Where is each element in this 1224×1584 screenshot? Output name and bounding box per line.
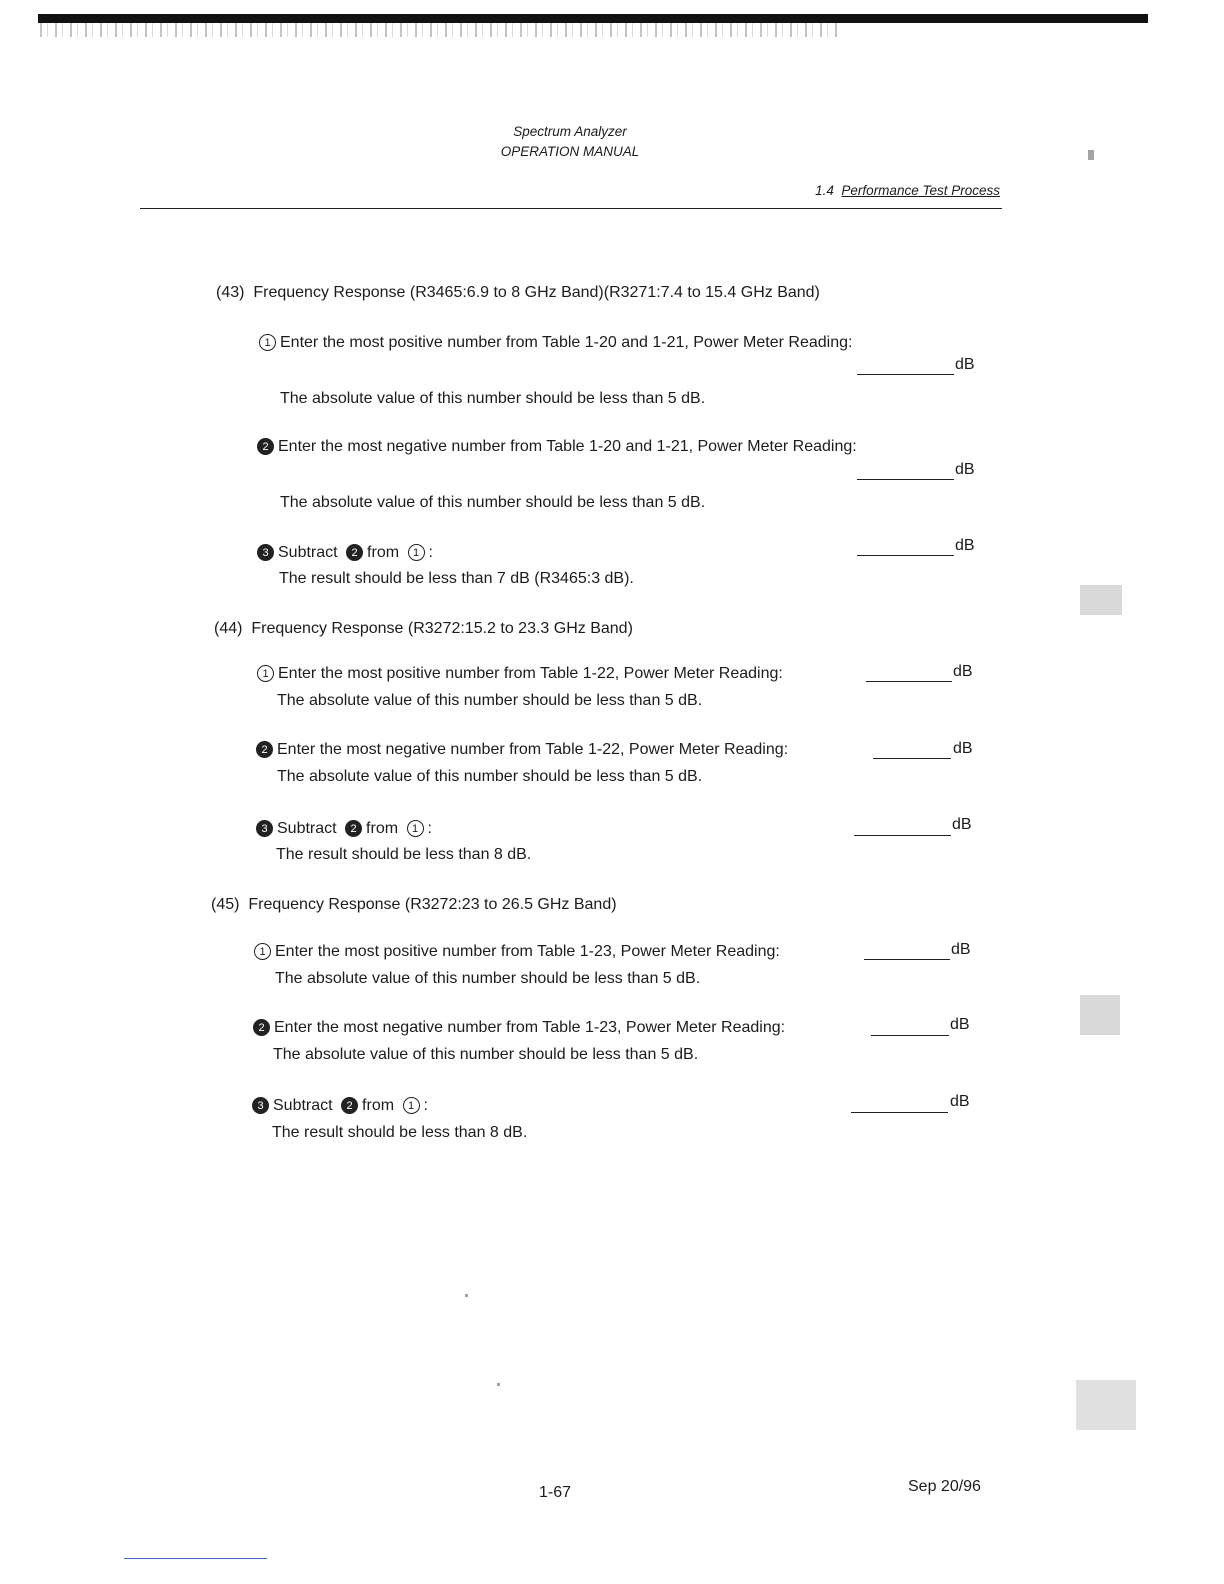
step-note: The result should be less than 8 dB. — [272, 1124, 528, 1141]
step-3: 3 Subtract 2 from 1 : — [252, 1097, 428, 1115]
section-title: Frequency Response (R3272:23 to 26.5 GHz Band) — [248, 896, 617, 913]
section-reference — [700, 183, 1000, 198]
scan-speck — [1076, 1380, 1136, 1430]
step-text: from — [366, 820, 399, 837]
section-number: 1.4 — [815, 183, 834, 198]
section-heading — [216, 284, 820, 302]
step-note: The absolute value of this number should be less than 5 dB. — [275, 970, 701, 987]
circled-three-icon: 3 — [252, 1097, 269, 1114]
reading-blank[interactable] — [871, 1035, 949, 1036]
circled-one-icon: 1 — [254, 943, 271, 960]
reading-blank[interactable] — [857, 555, 954, 556]
header-rule — [140, 208, 1002, 209]
circled-three-icon: 3 — [257, 544, 274, 561]
page-number: 1-67 — [539, 1484, 572, 1501]
section-heading — [214, 620, 633, 638]
scan-speck — [1080, 585, 1122, 615]
section-title: Frequency Response (R3465:6.9 to 8 GHz Band)(R3271:7.4 to 15.4 GHz Band) — [253, 284, 820, 301]
scan-speck — [1080, 995, 1120, 1035]
section-number: (43) — [216, 284, 245, 301]
step-text: from — [367, 544, 400, 561]
scan-edge-line — [124, 1558, 267, 1559]
unit-label: dB — [955, 537, 975, 554]
scan-speck — [465, 1294, 468, 1297]
reading-blank[interactable] — [851, 1112, 948, 1113]
step-3: 3 Subtract 2 from 1 : — [256, 820, 432, 838]
step-3: 3 Subtract 2 from 1 : — [257, 544, 433, 562]
circled-one-icon: 1 — [408, 544, 425, 561]
step-text: from — [362, 1097, 395, 1114]
unit-label: dB — [953, 740, 973, 757]
step-2 — [253, 1019, 785, 1037]
unit-label: dB — [951, 941, 971, 958]
step-text: Subtract — [273, 1097, 333, 1114]
step-text: Enter the most negative number from Table 1-23, Power Meter Reading: — [274, 1019, 786, 1036]
step-1 — [254, 943, 780, 961]
circled-one-icon: 1 — [259, 334, 276, 351]
circled-one-icon: 1 — [407, 820, 424, 837]
document-header — [420, 122, 720, 162]
step-note: The absolute value of this number should be less than 5 dB. — [273, 1046, 699, 1063]
unit-label: dB — [955, 356, 975, 373]
circled-two-icon: 2 — [253, 1019, 270, 1036]
circled-two-icon: 2 — [341, 1097, 358, 1114]
step-text: Enter the most negative number from Table 1-20 and 1-21, Power Meter Reading: — [278, 438, 857, 455]
section-heading — [211, 896, 617, 914]
step-text: Enter the most positive number from Table 1-23, Power Meter Reading: — [275, 943, 780, 960]
step-note: The absolute value of this number should be less than 5 dB. — [277, 768, 703, 785]
circled-two-icon: 2 — [345, 820, 362, 837]
step-text: Enter the most positive number from Table 1-20 and 1-21, Power Meter Reading: — [280, 334, 853, 351]
reading-blank[interactable] — [857, 374, 954, 375]
scan-speck — [497, 1383, 500, 1386]
step-text: Enter the most negative number from Table 1-22, Power Meter Reading: — [277, 741, 789, 758]
step-note: The absolute value of this number should be less than 5 dB. — [277, 692, 703, 709]
step-2 — [256, 741, 788, 759]
revision-date: Sep 20/96 — [908, 1478, 981, 1495]
scan-speck — [1088, 150, 1094, 160]
step-note: The result should be less than 8 dB. — [276, 846, 532, 863]
section-title: Performance Test Process — [841, 183, 1000, 198]
manual-title: OPERATION MANUAL — [500, 144, 640, 159]
reading-blank[interactable] — [864, 959, 950, 960]
circled-two-icon: 2 — [346, 544, 363, 561]
step-note: The result should be less than 7 dB (R3465:3 dB). — [279, 570, 634, 587]
unit-label: dB — [950, 1016, 970, 1033]
step-2 — [257, 438, 857, 456]
circled-three-icon: 3 — [256, 820, 273, 837]
step-note: The absolute value of this number should be less than 5 dB. — [280, 390, 706, 407]
step-note: The absolute value of this number should be less than 5 dB. — [280, 494, 706, 511]
step-text: Subtract — [277, 820, 337, 837]
section-number: (44) — [214, 620, 243, 637]
unit-label: dB — [950, 1093, 970, 1110]
circled-one-icon: 1 — [257, 665, 274, 682]
unit-label: dB — [952, 816, 972, 833]
reading-blank[interactable] — [873, 758, 951, 759]
reading-blank[interactable] — [857, 479, 954, 480]
step-1 — [257, 665, 783, 683]
unit-label: dB — [953, 663, 973, 680]
circled-two-icon: 2 — [257, 438, 274, 455]
step-1 — [259, 334, 852, 352]
reading-blank[interactable] — [866, 681, 952, 682]
circled-one-icon: 1 — [403, 1097, 420, 1114]
scan-noise — [40, 23, 840, 37]
reading-blank[interactable] — [854, 835, 951, 836]
scan-top-bar — [38, 14, 1148, 23]
product-name: Spectrum Analyzer — [513, 124, 627, 139]
step-text: Enter the most positive number from Table 1-22, Power Meter Reading: — [278, 665, 783, 682]
step-text: Subtract — [278, 544, 338, 561]
unit-label: dB — [955, 461, 975, 478]
section-number: (45) — [211, 896, 240, 913]
section-title: Frequency Response (R3272:15.2 to 23.3 GHz Band) — [251, 620, 633, 637]
circled-two-icon: 2 — [256, 741, 273, 758]
